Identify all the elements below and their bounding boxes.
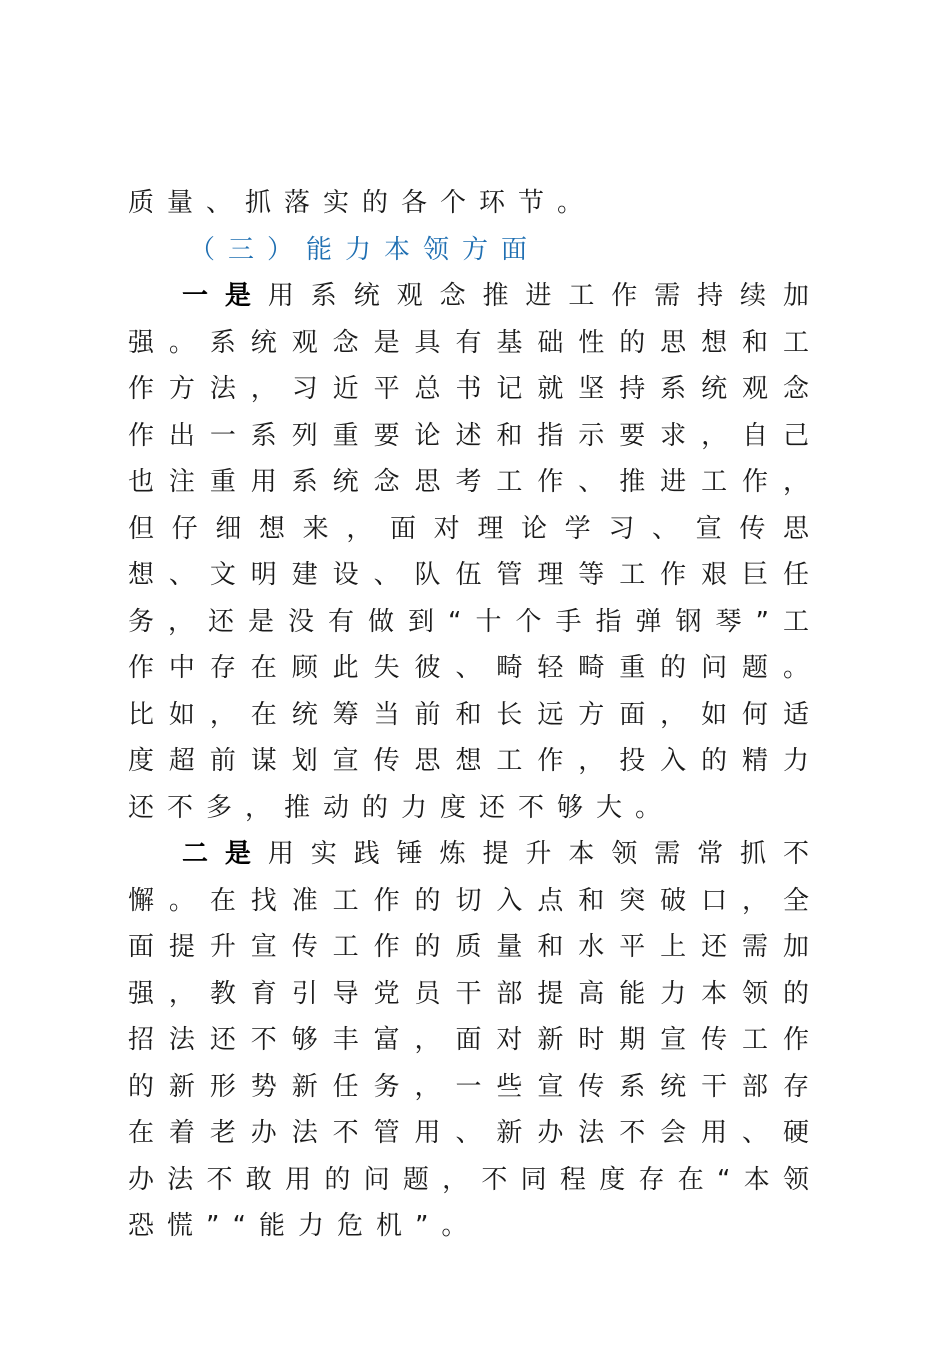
paragraph-2 — [128, 831, 822, 1250]
continuation-text: 质量、抓落实的各个环节。 — [128, 188, 597, 218]
paragraph-2-body: 用实践锤炼提升本领需常抓不懈。在找准工作的切入点和突破口，全面提升宣传工作的质量和水平上还需加强，教育引导党员干部提高能力本领的招法还不够丰富，面对新时期宣传工作的新形势新任务，一些宣传系统干部存在着老办法不管用、新办法不会用、硬办法不敢用的问题，不同程度存在“本领恐慌”“能力危机”。 — [128, 839, 822, 1241]
document-page — [128, 180, 822, 1250]
paragraph-1-lead: 一是 — [182, 281, 268, 311]
paragraph-1-body: 用系统观念推进工作需持续加强。系统观念是具有基础性的思想和工作方法，习近平总书记就坚持系统观念作出一系列重要论述和指示要求，自己也注重用系统念思考工作、推进工作，但仔细想来，面对理论学习、宣传思想、文明建设、队伍管理等工作艰巨任务，还是没有做到“十个手指弹钢琴”工作中存在顾此失彼、畸轻畸重的问题。比如，在统筹当前和长远方面，如何适度超前谋划宣传思想工作，投入的精力还不多，推动的力度还不够大。 — [128, 281, 822, 823]
paragraph-2-lead: 二是 — [182, 839, 268, 869]
section-heading: （三）能力本领方面 — [189, 234, 541, 265]
paragraph-1 — [128, 273, 822, 831]
